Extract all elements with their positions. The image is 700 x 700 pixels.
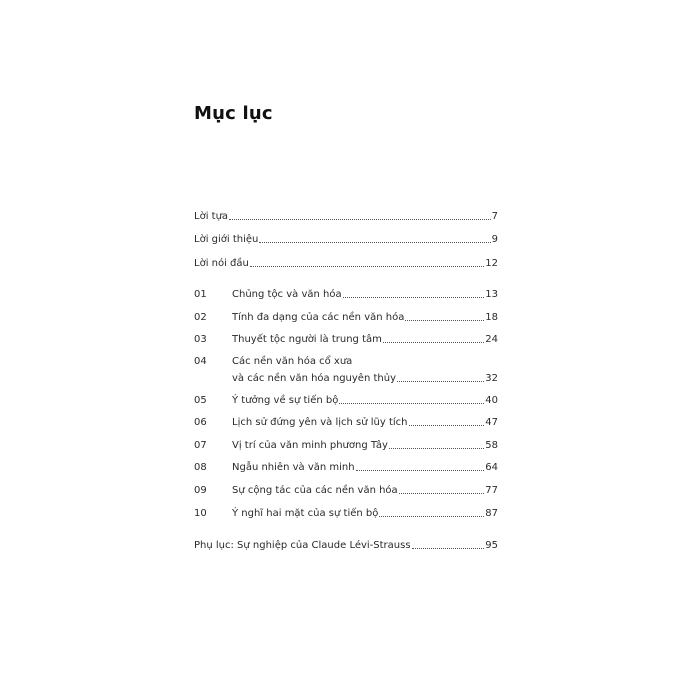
toc-entry-chapter-08[interactable] [194, 462, 498, 474]
dot-leader [412, 548, 485, 549]
dot-leader [409, 425, 485, 426]
toc-page-number: 7 [491, 211, 498, 222]
toc-page-number: 12 [485, 258, 498, 269]
chapter-number: 06 [194, 417, 207, 428]
toc-entry-chapter-01[interactable] [194, 289, 498, 301]
dot-leader [250, 266, 484, 267]
dot-leader [229, 219, 491, 220]
toc-entry-label: và các nền văn hóa nguyên thủy [232, 373, 396, 384]
toc-entry-preface[interactable] [194, 211, 498, 223]
dot-leader [399, 493, 485, 494]
toc-entry-appendix[interactable] [194, 540, 498, 552]
toc-page-number: 18 [485, 312, 498, 323]
toc-entry-chapter-09[interactable] [194, 485, 498, 497]
toc-entry-chapter-06[interactable] [194, 417, 498, 429]
chapter-number: 08 [194, 462, 207, 473]
toc-page-number: 9 [491, 234, 498, 245]
toc-entry-label: Thuyết tộc người là trung tâm [232, 334, 382, 345]
chapter-number: 03 [194, 334, 207, 345]
toc-page-number: 40 [485, 395, 498, 406]
toc-entry-label: Phụ lục: Sự nghiệp của Claude Lévi-Strauss [194, 540, 411, 551]
chapter-number: 05 [194, 395, 207, 406]
dot-leader [389, 448, 484, 449]
toc-page-number: 77 [485, 485, 498, 496]
toc-entry-label-line1: Các nền văn hóa cổ xưa [232, 356, 353, 367]
toc-entry-introduction[interactable] [194, 234, 498, 246]
chapter-number: 10 [194, 508, 207, 519]
toc-page-number: 95 [485, 540, 498, 551]
toc-entry-foreword[interactable] [194, 258, 498, 270]
dot-leader [259, 242, 490, 243]
toc-entry-label: Lời nói đầu [194, 258, 249, 269]
dot-leader [379, 516, 484, 517]
dot-leader [383, 342, 484, 343]
dot-leader [343, 297, 485, 298]
toc-page-number: 32 [485, 373, 498, 384]
toc-entry-label: Lịch sử đứng yên và lịch sử lũy tích [232, 417, 408, 428]
chapter-number: 09 [194, 485, 207, 496]
toc-page-number: 87 [485, 508, 498, 519]
chapter-number: 04 [194, 356, 207, 367]
toc-entry-label: Ngẫu nhiên và văn minh [232, 462, 355, 473]
toc-page-number: 64 [485, 462, 498, 473]
toc-entry-chapter-03[interactable] [194, 334, 498, 346]
toc-entry-label: Tính đa dạng của các nền văn hóa [232, 312, 405, 323]
toc-entry-chapter-07[interactable] [194, 440, 498, 452]
toc-entry-label: Sự cộng tác của các nền văn hóa [232, 485, 398, 496]
toc-page-number: 13 [485, 289, 498, 300]
dot-leader [339, 403, 484, 404]
chapter-number: 02 [194, 312, 207, 323]
toc-entry-label: Ý nghĩ hai mặt của sự tiến bộ [232, 508, 379, 519]
toc-entry-label: Chủng tộc và văn hóa [232, 289, 342, 300]
dot-leader [405, 320, 484, 321]
chapter-number: 01 [194, 289, 207, 300]
page-title: Mục lục [194, 103, 273, 124]
dot-leader [356, 470, 485, 471]
toc-entry-chapter-02[interactable] [194, 312, 498, 324]
toc-entry-label: Ý tưởng về sự tiến bộ [232, 395, 339, 406]
toc-entry-label: Vị trí của văn minh phương Tây [232, 440, 388, 451]
toc-page-number: 58 [485, 440, 498, 451]
toc-entry-label: Lời giới thiệu [194, 234, 259, 245]
toc-page-number: 47 [485, 417, 498, 428]
chapter-number: 07 [194, 440, 207, 451]
toc-entry-label: Lời tựa [194, 211, 229, 222]
toc-page-number: 24 [485, 334, 498, 345]
toc-entry-chapter-04[interactable] [194, 356, 498, 385]
toc-entry-chapter-10[interactable] [194, 508, 498, 520]
dot-leader [397, 381, 484, 382]
toc-entry-chapter-05[interactable] [194, 395, 498, 407]
